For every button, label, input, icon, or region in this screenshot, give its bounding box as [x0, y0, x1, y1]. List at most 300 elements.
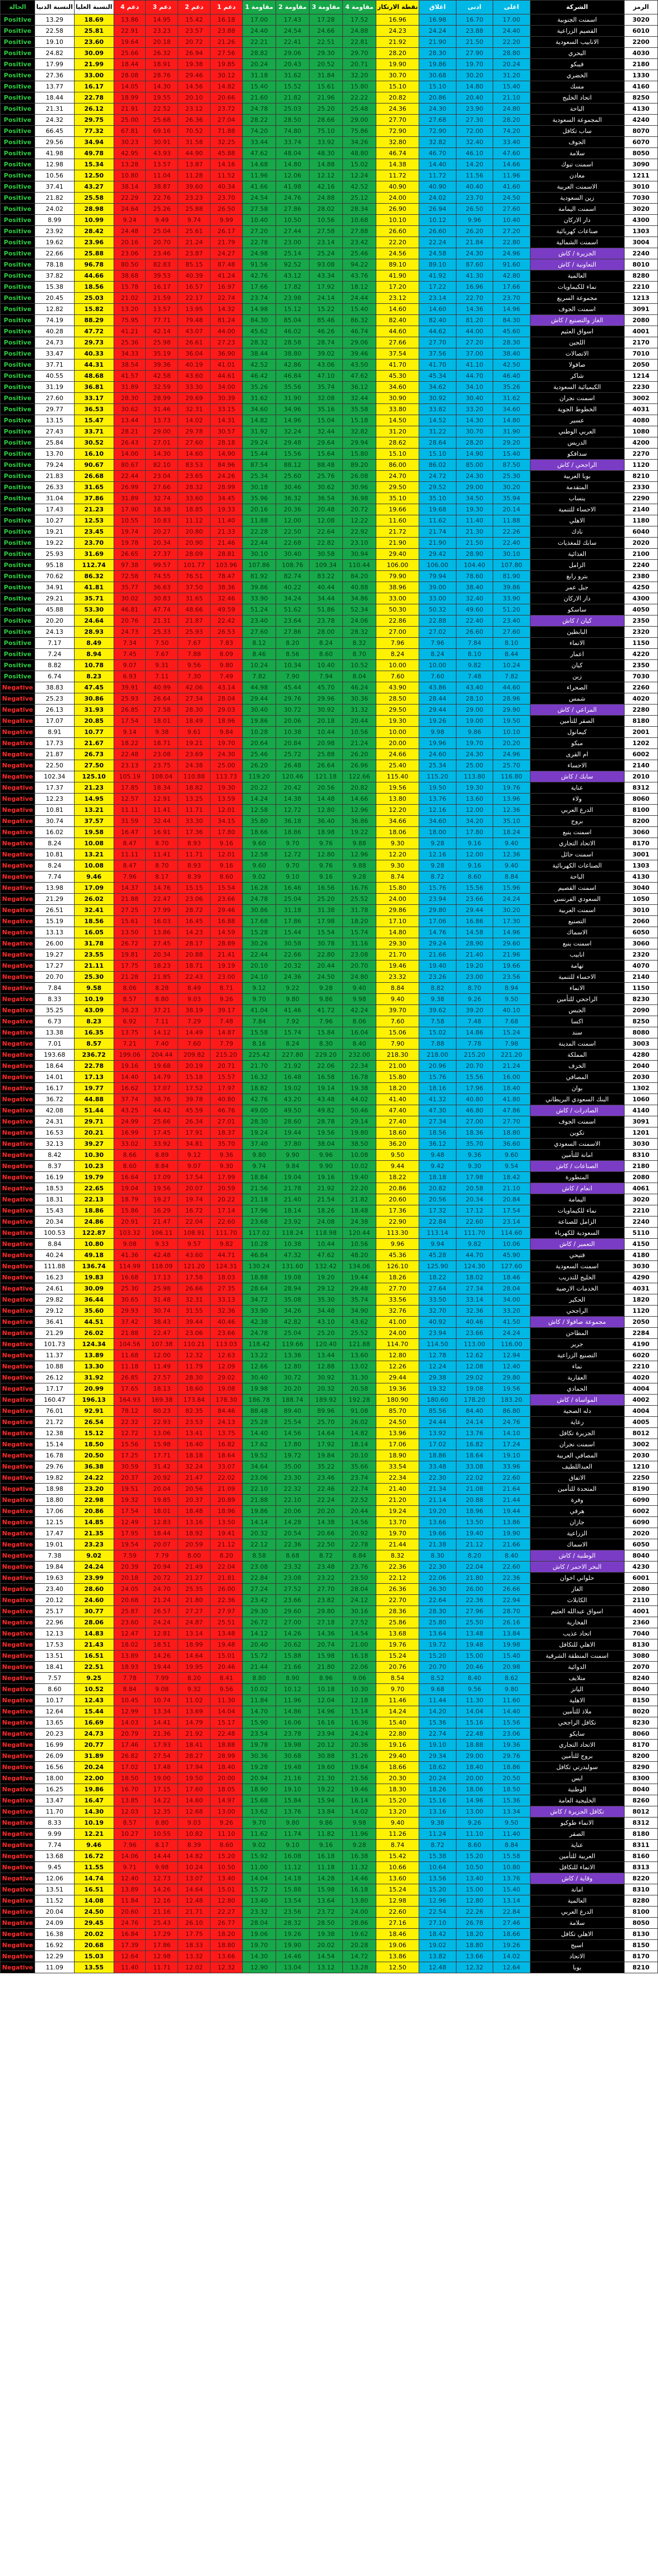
support-1-cell: 24.30 — [210, 749, 243, 760]
table-row — [1, 1506, 658, 1517]
company-cell: الخضري — [530, 70, 624, 81]
symbol-cell: 2350 — [624, 615, 657, 627]
table-row — [1, 193, 658, 204]
status-cell: Negative — [1, 1907, 35, 1918]
support-4-cell: 19.81 — [114, 949, 146, 961]
resistance-1-cell: 9.02 — [243, 871, 276, 883]
resistance-3-cell: 14.54 — [310, 1951, 343, 1962]
high-cell: 7.82 — [493, 671, 530, 682]
low-cell: 27.34 — [456, 1283, 493, 1294]
resistance-3-cell: 8.30 — [310, 1038, 343, 1050]
close-cell: 16.98 — [419, 14, 456, 26]
lower-ratio-cell: 7.74 — [35, 871, 75, 883]
symbol-cell: 2240 — [624, 1216, 657, 1228]
high-cell: 15.96 — [493, 883, 530, 894]
status-cell: Positive — [1, 449, 35, 460]
resistance-4-cell: 27.88 — [343, 226, 376, 237]
upper-ratio-cell: 12.50 — [74, 170, 114, 181]
high-cell: 10.06 — [493, 1239, 530, 1250]
resistance-2-cell: 23.00 — [276, 237, 310, 248]
support-2-cell: 12.48 — [178, 1895, 210, 1907]
resistance-3-cell: 46.26 — [310, 326, 343, 337]
table-row — [1, 148, 658, 159]
resistance-4-cell: 23.42 — [343, 237, 376, 248]
support-1-cell: 19.08 — [210, 1383, 243, 1395]
resistance-2-cell: 41.46 — [276, 1005, 310, 1016]
close-cell: 29.80 — [419, 905, 456, 916]
company-cell: اسمنت المدينة — [530, 1038, 624, 1050]
low-cell: 44.70 — [456, 1250, 493, 1261]
pivot-cell: 8.24 — [376, 649, 419, 660]
support-1-cell: 8.09 — [210, 649, 243, 660]
high-cell: 20.14 — [493, 504, 530, 515]
support-3-cell: 204.44 — [146, 1050, 178, 1061]
low-cell: 7.48 — [456, 671, 493, 682]
status-cell: Negative — [1, 1951, 35, 1962]
low-cell: 26.60 — [456, 627, 493, 638]
close-cell: 10.12 — [419, 215, 456, 226]
symbol-cell: 1820 — [624, 1294, 657, 1306]
upper-ratio-cell: 20.21 — [74, 1127, 114, 1139]
high-cell: 9.80 — [493, 1684, 530, 1695]
upper-ratio-cell: 33.00 — [74, 70, 114, 81]
symbol-cell: 4150 — [624, 1239, 657, 1250]
symbol-cell: 4280 — [624, 1050, 657, 1061]
table-row — [1, 1751, 658, 1762]
symbol-cell: 3004 — [624, 237, 657, 248]
support-2-cell: 25.61 — [178, 226, 210, 237]
support-3-cell: 26.32 — [146, 48, 178, 59]
lower-ratio-cell: 16.19 — [35, 1172, 75, 1183]
support-1-cell: 13.75 — [210, 1428, 243, 1439]
lower-ratio-cell: 17.07 — [35, 716, 75, 727]
status-cell: Positive — [1, 660, 35, 671]
support-3-cell: 42.58 — [146, 371, 178, 382]
support-2-cell: 9.03 — [178, 1818, 210, 1829]
support-2-cell: 24.38 — [178, 760, 210, 771]
resistance-1-cell: 14.98 — [243, 304, 276, 315]
symbol-cell: 8150 — [624, 1695, 657, 1706]
resistance-2-cell: 13.76 — [276, 1806, 310, 1818]
resistance-4-cell: 9.28 — [343, 871, 376, 883]
close-cell: 9.48 — [419, 1150, 456, 1161]
close-cell: 50.32 — [419, 604, 456, 615]
symbol-cell: 8080 — [624, 1027, 657, 1038]
status-cell: Negative — [1, 894, 35, 905]
high-cell: 51.20 — [493, 604, 530, 615]
resistance-3-cell: 15.04 — [310, 415, 343, 426]
support-2-cell: 21.80 — [178, 1595, 210, 1606]
upper-ratio-cell: 18.50 — [74, 1439, 114, 1450]
high-cell: 13.86 — [493, 1517, 530, 1528]
pivot-cell: 26.60 — [376, 226, 419, 237]
symbol-cell: 8180 — [624, 1829, 657, 1840]
pivot-cell: 7.60 — [376, 1016, 419, 1027]
support-4-cell: 27.25 — [114, 905, 146, 916]
support-3-cell: 8.89 — [146, 1150, 178, 1161]
resistance-3-cell: 22.46 — [310, 1484, 343, 1495]
resistance-2-cell: 20.32 — [276, 961, 310, 972]
pivot-cell: 28.62 — [376, 437, 419, 449]
table-row — [1, 1450, 658, 1461]
support-1-cell: 17.80 — [210, 827, 243, 838]
status-cell: Positive — [1, 604, 35, 615]
support-4-cell: 9.07 — [114, 660, 146, 671]
status-cell: Negative — [1, 1806, 35, 1818]
support-4-cell: 28.08 — [114, 70, 146, 81]
upper-ratio-cell: 33.17 — [74, 393, 114, 404]
table-row — [1, 1662, 658, 1673]
low-cell: 113.00 — [456, 1339, 493, 1350]
support-4-cell: 18.79 — [114, 1194, 146, 1205]
support-2-cell: 26.34 — [178, 1116, 210, 1127]
resistance-2-cell: 9.22 — [276, 983, 310, 994]
company-cell: الكابلات — [530, 1595, 624, 1606]
resistance-1-cell: 37.40 — [243, 1139, 276, 1150]
pivot-cell: 9.40 — [376, 994, 419, 1005]
support-2-cell: 7.60 — [178, 1038, 210, 1050]
low-cell: 113.80 — [456, 771, 493, 782]
support-3-cell: 36.63 — [146, 582, 178, 593]
company-cell: الباحة — [530, 871, 624, 883]
support-1-cell: 15.17 — [210, 1717, 243, 1728]
symbol-cell: 8050 — [624, 1918, 657, 1929]
close-cell: 11.24 — [419, 1829, 456, 1840]
high-cell: 18.86 — [493, 1762, 530, 1773]
resistance-3-cell: 20.56 — [310, 782, 343, 794]
upper-ratio-cell: 29.73 — [74, 337, 114, 348]
lower-ratio-cell: 8.82 — [35, 660, 75, 671]
status-cell: Positive — [1, 193, 35, 204]
resistance-2-cell: 29.06 — [276, 48, 310, 59]
close-cell: 22.06 — [419, 1573, 456, 1584]
resistance-4-cell: 14.54 — [343, 1628, 376, 1639]
support-3-cell: 26.64 — [146, 693, 178, 705]
support-3-cell: 24.70 — [146, 1584, 178, 1595]
table-row — [1, 460, 658, 471]
close-cell: 15.76 — [419, 883, 456, 894]
low-cell: 21.80 — [456, 1573, 493, 1584]
support-4-cell: 24.64 — [114, 204, 146, 215]
resistance-4-cell: 31.32 — [343, 705, 376, 716]
company-cell: ساسكو — [530, 604, 624, 615]
close-cell: 21.38 — [419, 1539, 456, 1550]
resistance-2-cell: 36.18 — [276, 816, 310, 827]
table-row — [1, 115, 658, 126]
symbol-cell: 8250 — [624, 92, 657, 104]
pivot-cell: 25.86 — [376, 1617, 419, 1628]
resistance-3-cell: 30.92 — [310, 705, 343, 716]
low-cell: 9.96 — [456, 215, 493, 226]
table-row — [1, 994, 658, 1005]
status-cell: Negative — [1, 1706, 35, 1717]
pivot-cell: 12.26 — [376, 1361, 419, 1372]
low-cell: 14.80 — [456, 81, 493, 92]
upper-ratio-cell: 15.47 — [74, 415, 114, 426]
pivot-cell: 29.50 — [376, 705, 419, 716]
status-cell: Negative — [1, 1050, 35, 1061]
support-1-cell: 29.03 — [210, 705, 243, 716]
resistance-3-cell: 43.10 — [310, 1317, 343, 1328]
table-row — [1, 382, 658, 393]
support-4-cell: 22.32 — [114, 1417, 146, 1428]
low-cell: 14.30 — [456, 415, 493, 426]
table-row — [1, 1929, 658, 1940]
resistance-2-cell: 17.80 — [276, 1439, 310, 1450]
resistance-3-cell: 8.96 — [310, 1673, 343, 1684]
lower-ratio-cell: 18.53 — [35, 1183, 75, 1194]
company-cell: تهامة — [530, 961, 624, 972]
high-cell: 14.96 — [493, 304, 530, 315]
resistance-1-cell: 42.76 — [243, 270, 276, 282]
upper-ratio-cell: 24.86 — [74, 1216, 114, 1228]
support-2-cell: 18.48 — [178, 1506, 210, 1517]
resistance-2-cell: 30.72 — [276, 705, 310, 716]
close-cell: 180.60 — [419, 1395, 456, 1406]
close-cell: 20.96 — [419, 1061, 456, 1072]
resistance-4-cell: 26.02 — [343, 1417, 376, 1428]
resistance-1-cell: 14.40 — [243, 1428, 276, 1439]
company-cell: الجزيرة تكافل — [530, 1428, 624, 1439]
support-1-cell: 25.51 — [210, 1617, 243, 1628]
table-row — [1, 1539, 658, 1550]
close-cell: 13.16 — [419, 1806, 456, 1818]
table-row — [1, 159, 658, 170]
lower-ratio-cell: 19.63 — [35, 1573, 75, 1584]
resistance-3-cell: 22.82 — [310, 538, 343, 549]
support-2-cell: 13.69 — [178, 1706, 210, 1717]
resistance-3-cell: 132.42 — [310, 1261, 343, 1272]
resistance-2-cell: 19.90 — [276, 1940, 310, 1951]
resistance-1-cell: 27.60 — [243, 627, 276, 638]
symbol-cell: 2140 — [624, 972, 657, 983]
resistance-1-cell: 24.78 — [243, 104, 276, 115]
low-cell: 20.46 — [456, 1662, 493, 1673]
high-cell: 33.96 — [493, 1461, 530, 1472]
resistance-4-cell: 40.88 — [343, 582, 376, 593]
support-3-cell: 22.93 — [146, 1417, 178, 1428]
low-cell: 12.00 — [456, 805, 493, 816]
symbol-cell: 8312 — [624, 782, 657, 794]
low-cell: 19.30 — [456, 504, 493, 515]
company-cell: الخليجية العامة — [530, 1795, 624, 1806]
upper-ratio-cell: 10.30 — [74, 1150, 114, 1161]
company-cell: اسمنت العربية — [530, 905, 624, 916]
support-4-cell: 22.29 — [114, 193, 146, 204]
status-cell: Positive — [1, 638, 35, 649]
company-cell: الخدمات الارضية — [530, 1283, 624, 1294]
high-cell: 24.80 — [493, 104, 530, 115]
resistance-4-cell: 32.44 — [343, 393, 376, 404]
support-4-cell: 13.28 — [114, 159, 146, 170]
company-cell: وفرة — [530, 1495, 624, 1506]
support-4-cell: 31.89 — [114, 382, 146, 393]
support-4-cell: 14.37 — [114, 883, 146, 894]
resistance-3-cell: 9.76 — [310, 838, 343, 849]
status-cell: Negative — [1, 972, 35, 983]
table-row — [1, 983, 658, 994]
support-4-cell: 19.74 — [114, 526, 146, 538]
high-cell: 22.60 — [493, 1472, 530, 1484]
resistance-3-cell: 17.28 — [310, 14, 343, 26]
support-4-cell: 20.16 — [114, 237, 146, 248]
close-cell: 86.02 — [419, 460, 456, 471]
support-2-cell: 13.87 — [178, 159, 210, 170]
resistance-1-cell: 47.62 — [243, 148, 276, 159]
support-4-cell: 25.00 — [114, 115, 146, 126]
resistance-3-cell: 25.24 — [310, 248, 343, 259]
upper-ratio-cell: 15.34 — [74, 159, 114, 170]
resistance-2-cell: 22.36 — [276, 1539, 310, 1550]
support-1-cell: 43.14 — [210, 682, 243, 693]
resistance-3-cell: 14.38 — [310, 1517, 343, 1528]
support-1-cell: 22.27 — [210, 1907, 243, 1918]
symbol-cell: 3020 — [624, 204, 657, 215]
close-cell: 29.42 — [419, 549, 456, 560]
support-1-cell: 103.96 — [210, 560, 243, 571]
company-cell: سدافكو — [530, 449, 624, 460]
upper-ratio-cell: 25.88 — [74, 248, 114, 259]
resistance-2-cell: 32.24 — [276, 426, 310, 437]
status-cell: Negative — [1, 1339, 35, 1350]
resistance-1-cell: 34.64 — [243, 1461, 276, 1472]
support-3-cell: 18.34 — [146, 782, 178, 794]
resistance-2-cell: 10.38 — [276, 1239, 310, 1250]
resistance-3-cell: 12.80 — [310, 849, 343, 860]
support-2-cell: 110.88 — [178, 771, 210, 782]
resistance-4-cell: 21.82 — [343, 1194, 376, 1205]
resistance-3-cell: 9.16 — [310, 1840, 343, 1851]
pivot-cell: 45.30 — [376, 371, 419, 382]
support-4-cell: 20.37 — [114, 1472, 146, 1484]
resistance-2-cell: 34.96 — [276, 404, 310, 415]
support-1-cell: 11.40 — [210, 515, 243, 526]
support-1-cell: 12.32 — [210, 1962, 243, 1973]
resistance-1-cell: 22.84 — [243, 1573, 276, 1584]
resistance-4-cell: 31.26 — [343, 1751, 376, 1762]
support-1-cell: 14.31 — [210, 415, 243, 426]
resistance-4-cell: 12.22 — [343, 515, 376, 526]
pivot-cell: 33.00 — [376, 593, 419, 604]
high-cell: 15.40 — [493, 449, 530, 460]
resistance-2-cell: 19.44 — [276, 1127, 310, 1139]
symbol-cell: 4031 — [624, 1283, 657, 1294]
status-cell: Negative — [1, 1127, 35, 1139]
support-1-cell: 13.50 — [210, 1517, 243, 1528]
pivot-cell: 27.70 — [376, 115, 419, 126]
resistance-1-cell: 20.10 — [243, 961, 276, 972]
support-2-cell: 108.91 — [178, 1228, 210, 1239]
support-3-cell: 39.53 — [146, 270, 178, 282]
resistance-1-cell: 24.10 — [243, 972, 276, 983]
resistance-1-cell: 15.58 — [243, 1027, 276, 1038]
status-cell: Positive — [1, 415, 35, 426]
resistance-2-cell: 20.54 — [276, 1528, 310, 1539]
low-cell: 7.48 — [456, 1016, 493, 1027]
pivot-cell: 20.60 — [376, 1194, 419, 1205]
company-cell: امانة للتأمين — [530, 1150, 624, 1161]
support-3-cell: 13.06 — [146, 1428, 178, 1439]
lower-ratio-cell: 13.77 — [35, 81, 75, 92]
pivot-cell: 21.00 — [376, 1061, 419, 1072]
low-cell: 14.96 — [456, 1795, 493, 1806]
high-cell: 46.40 — [493, 371, 530, 382]
upper-ratio-cell: 26.02 — [74, 894, 114, 905]
resistance-4-cell: 28.04 — [343, 1584, 376, 1595]
support-4-cell: 24.48 — [114, 226, 146, 237]
upper-ratio-cell: 14.83 — [74, 1628, 114, 1639]
symbol-cell: 4004 — [624, 1406, 657, 1417]
upper-ratio-cell: 43.09 — [74, 1005, 114, 1016]
support-2-cell: 9.57 — [178, 1239, 210, 1250]
high-cell: 41.50 — [493, 1317, 530, 1328]
company-cell: المتحدة للتأمين — [530, 1484, 624, 1495]
status-cell: Positive — [1, 259, 35, 270]
resistance-4-cell: 10.68 — [343, 215, 376, 226]
lower-ratio-cell: 35.25 — [35, 1005, 75, 1016]
resistance-3-cell: 27.70 — [310, 1584, 343, 1595]
low-cell: 14.36 — [456, 304, 493, 315]
close-cell: 22.30 — [419, 1472, 456, 1484]
lower-ratio-cell: 12.98 — [35, 159, 75, 170]
close-cell: 40.90 — [419, 181, 456, 193]
low-cell: 43.40 — [456, 682, 493, 693]
support-1-cell: 21.09 — [210, 1484, 243, 1495]
lower-ratio-cell: 100.53 — [35, 1228, 75, 1239]
resistance-4-cell: 36.98 — [343, 493, 376, 504]
company-cell: انابيب — [530, 949, 624, 961]
resistance-2-cell: 20.06 — [276, 716, 310, 727]
symbol-cell: 4290 — [624, 1272, 657, 1283]
support-4-cell: 19.04 — [114, 1183, 146, 1194]
low-cell: 19.30 — [456, 782, 493, 794]
close-cell: 20.56 — [419, 1194, 456, 1205]
company-cell: الغاز والتصنيع / كاش — [530, 315, 624, 326]
symbol-cell: 8012 — [624, 1428, 657, 1439]
company-cell: العالمية — [530, 270, 624, 282]
table-row — [1, 1706, 658, 1717]
company-cell: بوبا — [530, 1962, 624, 1973]
table-row — [1, 849, 658, 860]
support-2-cell: 20.07 — [178, 1183, 210, 1194]
resistance-2-cell: 28.94 — [276, 1283, 310, 1294]
low-cell: 9.82 — [456, 660, 493, 671]
upper-ratio-cell: 47.45 — [74, 682, 114, 693]
lower-ratio-cell: 15.38 — [35, 282, 75, 293]
upper-ratio-cell: 17.13 — [74, 1072, 114, 1083]
support-4-cell: 28.30 — [114, 393, 146, 404]
upper-ratio-cell: 16.17 — [74, 81, 114, 92]
resistance-1-cell: 22.10 — [243, 1484, 276, 1495]
company-cell: الانماء — [530, 983, 624, 994]
resistance-4-cell: 18.14 — [343, 1439, 376, 1450]
resistance-1-cell: 14.14 — [243, 1517, 276, 1528]
table-row — [1, 493, 658, 504]
table-row — [1, 827, 658, 838]
support-1-cell: 23.66 — [210, 1328, 243, 1339]
support-4-cell: 15.86 — [114, 1205, 146, 1216]
lower-ratio-cell: 6.74 — [35, 671, 75, 682]
resistance-4-cell: 19.84 — [343, 1762, 376, 1773]
pivot-cell: 12.98 — [376, 1895, 419, 1907]
support-2-cell: 19.21 — [178, 738, 210, 749]
support-1-cell: 18.80 — [210, 1940, 243, 1951]
table-row — [1, 615, 658, 627]
low-cell: 15.56 — [456, 883, 493, 894]
resistance-4-cell: 24.88 — [343, 26, 376, 37]
low-cell: 49.60 — [456, 604, 493, 615]
close-cell: 34.62 — [419, 382, 456, 393]
